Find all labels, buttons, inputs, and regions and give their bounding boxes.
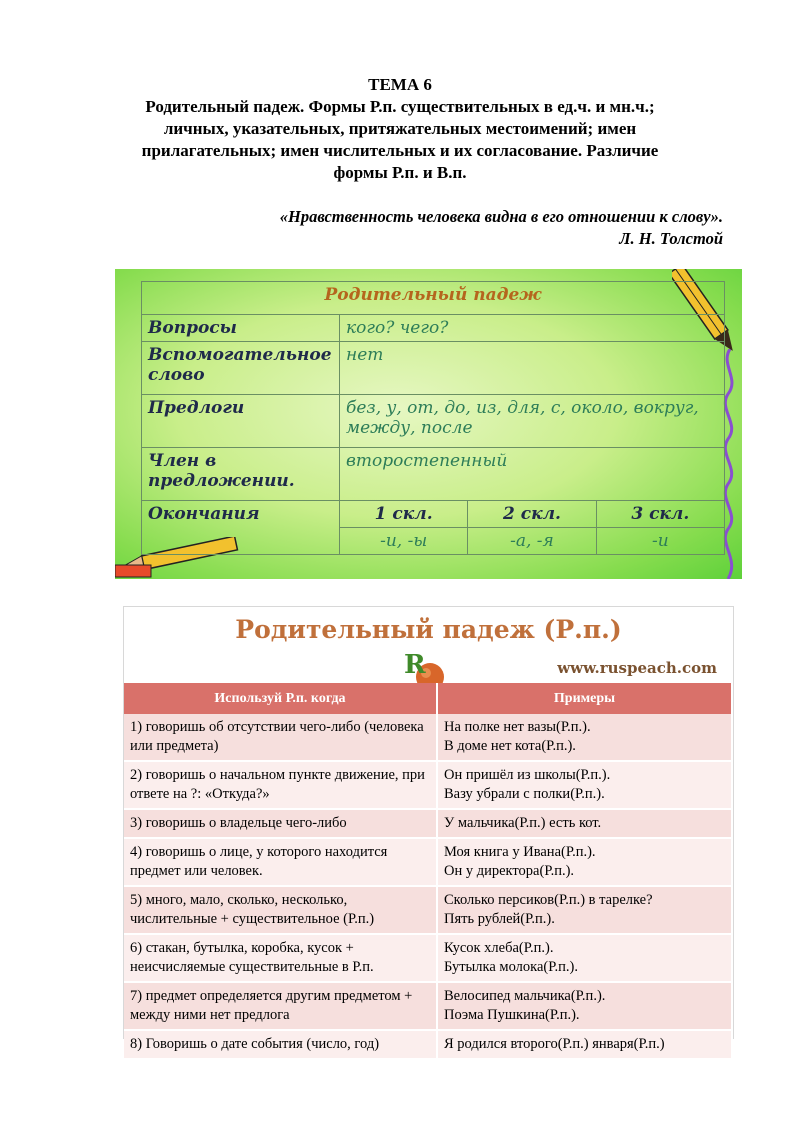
usage-example <box>437 982 732 1030</box>
table-row <box>124 714 732 761</box>
declension-ending: -и, -ы <box>340 528 468 555</box>
declension-name: 1 скл. <box>340 501 468 528</box>
example-line: Вазу убрали с полки(Р.п.). <box>444 786 605 802</box>
usage-example <box>437 838 732 886</box>
example-line: Велосипед мальчика(Р.п.). <box>444 988 606 1004</box>
row-value: без, у, от, до, из, для, с, около, вокруг, между, после <box>340 395 725 448</box>
example-line: Кусок хлеба(Р.п.). <box>444 940 554 956</box>
table-row <box>142 501 725 528</box>
document-header <box>60 74 740 184</box>
usage-example <box>437 934 732 982</box>
epigraph <box>280 206 723 250</box>
row-value: кого? чего? <box>340 315 725 342</box>
usage-example <box>437 809 732 838</box>
title-line: личных, указательных, притяжательных местоимений; имен <box>163 119 637 138</box>
example-line: У мальчика(Р.п.) есть кот. <box>444 815 602 831</box>
usage-example <box>437 1030 732 1059</box>
table-row <box>124 838 732 886</box>
site-url: www.ruspeach.com <box>557 659 717 677</box>
usage-case: 5) много, мало, сколько, несколько, числительные + существительное (Р.п.) <box>124 886 437 934</box>
declension-name: 3 скл. <box>596 501 724 528</box>
table-row <box>124 809 732 838</box>
quote-author: Л. Н. Толстой <box>619 229 723 248</box>
usage-table <box>124 683 733 1060</box>
quote-text: «Нравственность человека видна в его отношении к слову». <box>279 207 723 226</box>
usage-case: 2) говоришь о начальном пункте движение, при ответе на ?: «Откуда?» <box>124 761 437 809</box>
topic-label: ТЕМА 6 <box>368 75 432 94</box>
column-header: Примеры <box>437 683 732 714</box>
usage-example <box>437 714 732 761</box>
row-value: второстепенный <box>340 448 725 501</box>
row-label: Окончания <box>142 501 340 555</box>
example-line: Он у директора(Р.п.). <box>444 863 575 879</box>
title-line: Родительный падеж. Формы Р.п. существительных в ед.ч. и мн.ч.; <box>145 97 655 116</box>
genitive-summary-card <box>115 269 742 579</box>
example-line: Пять рублей(Р.п.). <box>444 911 555 927</box>
column-header: Используй Р.п. когда <box>124 683 437 714</box>
table-row <box>142 342 725 395</box>
card-title: Родительный падеж (Р.п.) <box>235 615 622 644</box>
usage-case: 7) предмет определяется другим предметом + между ними нет предлога <box>124 982 437 1030</box>
usage-case: 3) говоришь о владельце чего-либо <box>124 809 437 838</box>
usage-case: 6) стакан, бутылка, коробка, кусок + неисчисляемые существительные в Р.п. <box>124 934 437 982</box>
example-line: Я родился второго(Р.п.) января(Р.п.) <box>444 1036 665 1052</box>
table-row <box>124 934 732 982</box>
title-line: формы Р.п. и В.п. <box>333 163 467 182</box>
row-label: Предлоги <box>142 395 340 448</box>
row-label: Член в предложении. <box>142 448 340 501</box>
example-line: Сколько персиков(Р.п.) в тарелке? <box>444 892 653 908</box>
table-row <box>124 886 732 934</box>
table-row <box>142 315 725 342</box>
table-row <box>124 761 732 809</box>
example-line: Моя книга у Ивана(Р.п.). <box>444 844 596 860</box>
declension-ending: -а, -я <box>468 528 596 555</box>
example-line: На полке нет вазы(Р.п.). <box>444 719 591 735</box>
example-line: Он пришёл из школы(Р.п.). <box>444 767 611 783</box>
title-line: прилагательных; имен числительных и их согласование. Различие <box>141 141 659 160</box>
table-row <box>124 982 732 1030</box>
row-label: Вспомогательное слово <box>142 342 340 395</box>
usage-case: 1) говоришь об отсутствии чего-либо (человека или предмета) <box>124 714 437 761</box>
example-line: Поэма Пушкина(Р.п.). <box>444 1007 580 1023</box>
example-line: В доме нет кота(Р.п.). <box>444 738 576 754</box>
example-line: Бутылка молока(Р.п.). <box>444 959 578 975</box>
usage-case: 8) Говоришь о дате события (число, год) <box>124 1030 437 1059</box>
table-title: Родительный падеж <box>142 282 725 315</box>
row-label: Вопросы <box>142 315 340 342</box>
table-row <box>124 1030 732 1059</box>
genitive-table <box>141 281 725 555</box>
row-value: нет <box>340 342 725 395</box>
logo-letter: R <box>404 650 426 680</box>
usage-example <box>437 761 732 809</box>
usage-example <box>437 886 732 934</box>
table-row <box>142 448 725 501</box>
declension-name: 2 скл. <box>468 501 596 528</box>
usage-case: 4) говоришь о лице, у которого находится предмет или человек. <box>124 838 437 886</box>
table-row <box>142 395 725 448</box>
declension-ending: -и <box>596 528 724 555</box>
genitive-usage-card <box>123 606 734 1052</box>
